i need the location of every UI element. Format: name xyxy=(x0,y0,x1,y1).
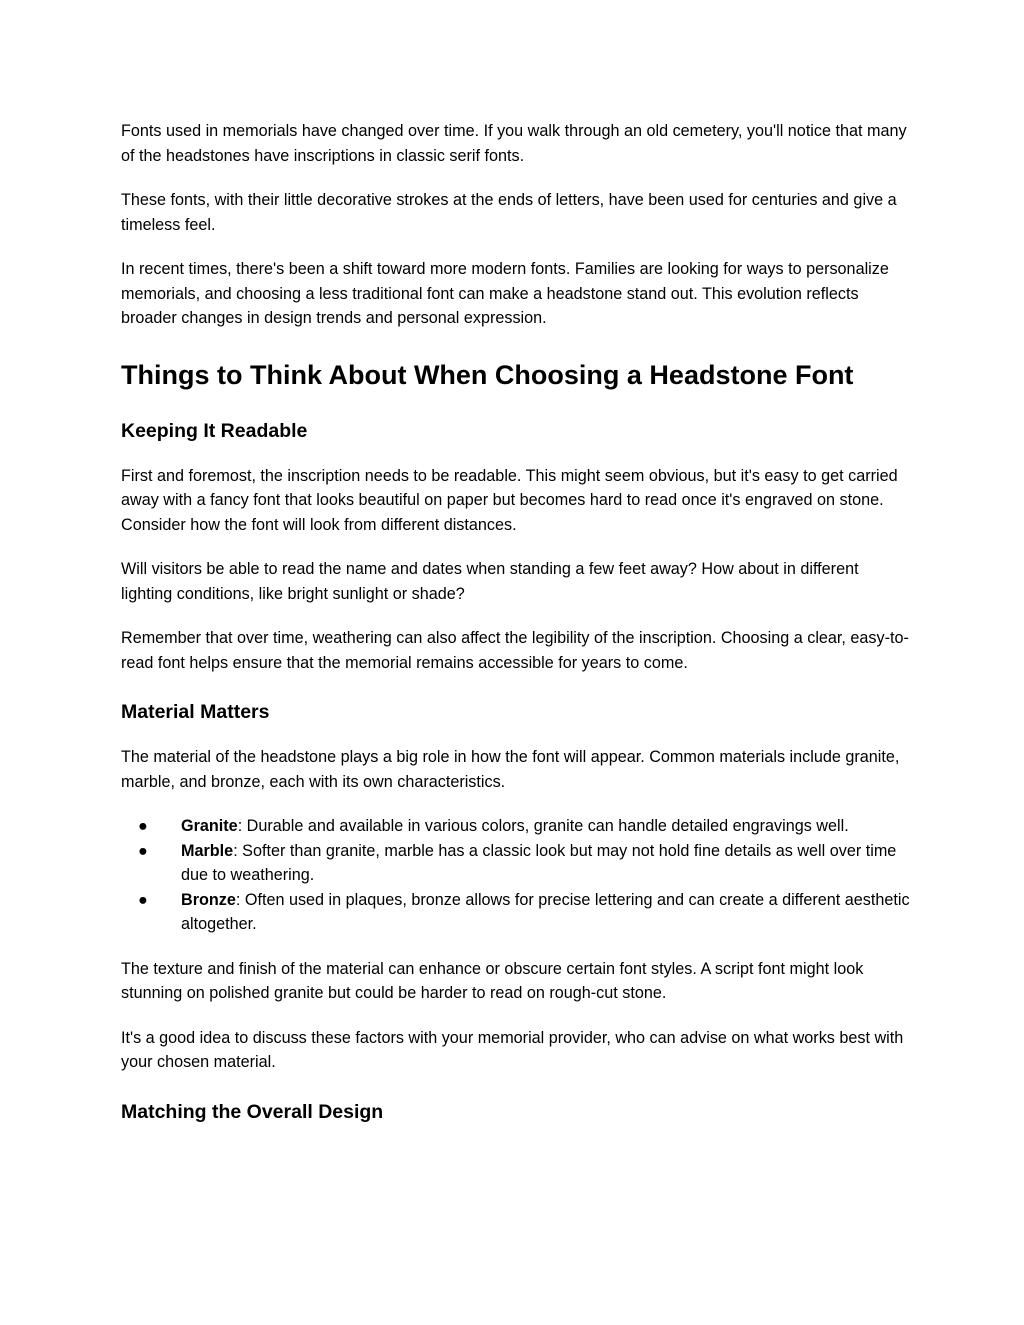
material-list xyxy=(121,814,911,937)
list-item-term: Bronze xyxy=(181,890,236,909)
list-item xyxy=(121,839,911,888)
bullet-icon: ● xyxy=(138,817,148,835)
intro-paragraph-2: These fonts, with their little decorative strokes at the ends of letters, have been used for centuries and give a timeless feel. xyxy=(121,191,897,234)
list-item-term: Marble xyxy=(181,841,234,860)
readable-paragraph-1: First and foremost, the inscription needs to be readable. This might seem obvious, but it's easy to get carried away with a fancy font that looks beautiful on paper but becomes hard to read once it's engraved on stone. Consider how the font will look from different distances. xyxy=(121,466,898,534)
material-paragraph-2: The texture and finish of the material can enhance or obscure certain font styles. A script font might look stunning on polished granite but could be harder to read on rough-cut stone. xyxy=(121,959,864,1002)
list-item-text: : Softer than granite, marble has a classic look but may not hold fine details as well over time due to weathering. xyxy=(181,841,897,884)
readable-paragraph-2: Will visitors be able to read the name and dates when standing a few feet away? How about in different lighting conditions, like bright sunlight or shade? xyxy=(121,560,859,603)
list-item xyxy=(121,814,911,839)
list-item-text: : Durable and available in various colors, granite can handle detailed engravings well. xyxy=(237,817,849,835)
material-paragraph-3: It's a good idea to discuss these factors with your memorial provider, who can advise on what works best with your chosen material. xyxy=(121,1028,904,1071)
document-page xyxy=(121,119,911,1125)
bullet-icon: ● xyxy=(138,841,148,860)
material-paragraph-1: The material of the headstone plays a big role in how the font will appear. Common materials include granite, marble, and bronze, each with its own characteristics. xyxy=(121,748,900,791)
bullet-icon: ● xyxy=(138,890,148,909)
readable-paragraph-3: Remember that over time, weathering can also affect the legibility of the inscription. Choosing a clear, easy-to-read font helps ensure that the memorial remains accessible for years to come. xyxy=(121,629,909,672)
material-heading: Material Matters xyxy=(121,701,270,723)
intro-paragraph-1: Fonts used in memorials have changed over time. If you walk through an old cemetery, you'll notice that many of the headstones have inscriptions in classic serif fonts. xyxy=(121,122,907,165)
design-heading: Matching the Overall Design xyxy=(121,1100,384,1123)
intro-paragraph-3: In recent times, there's been a shift toward more modern fonts. Families are looking for ways to personalize memorials, and choosing a less traditional font can make a headstone stand out. This evolution reflects broader changes in design trends and personal expression. xyxy=(121,260,889,327)
section-heading: Things to Think About When Choosing a Headstone Font xyxy=(121,359,854,390)
list-item-text: : Often used in plaques, bronze allows for precise lettering and can create a different aesthetic altogether. xyxy=(181,890,910,933)
list-item xyxy=(121,888,911,937)
list-item-term: Granite xyxy=(181,817,238,835)
readable-heading: Keeping It Readable xyxy=(121,419,308,442)
